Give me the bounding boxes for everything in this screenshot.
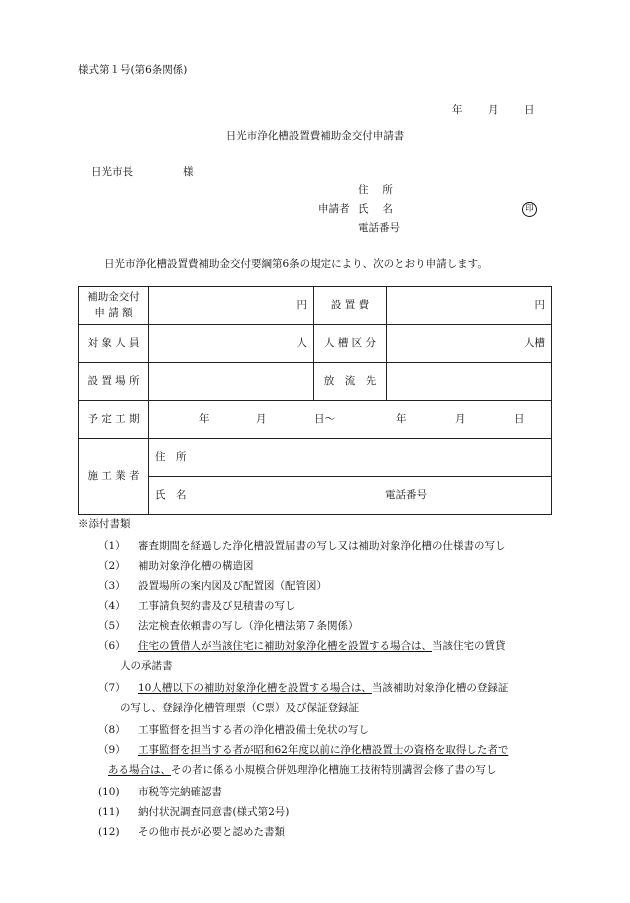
item-number: （4） xyxy=(98,600,126,612)
item-text-underlined: 住宅の賃借人が当該住宅に補助対象浄化槽を設置する場合は、 xyxy=(138,640,432,652)
seal-mark xyxy=(522,202,537,217)
date-month: 月 xyxy=(488,104,499,116)
end-day: 日 xyxy=(514,413,525,425)
item-text: 工事請負契約書及び見積書の写し xyxy=(138,600,296,612)
tank-class-label: 人 槽 区 分 xyxy=(314,325,387,363)
form-number: 様式第１号(第6条関係) xyxy=(78,64,188,76)
applicant-address-label: 住 所 xyxy=(358,184,393,196)
item-text: 補助対象浄化槽の構造図 xyxy=(138,560,254,572)
subsidy-amount-field[interactable]: 円 xyxy=(149,287,314,325)
discharge-field[interactable] xyxy=(387,363,552,401)
item-text-rest: 当該補助対象浄化槽の登録証 xyxy=(371,682,509,694)
contractor-name-field[interactable] xyxy=(149,477,552,515)
contractor-address-label: 住 所 xyxy=(155,451,187,464)
addressee-name: 日光市長 xyxy=(91,166,133,178)
schedule-label: 予 定 工 期 xyxy=(79,401,149,439)
table-row xyxy=(79,477,552,515)
table-row xyxy=(79,325,552,363)
item-text: その他市長が必要と認めた書類 xyxy=(138,826,285,838)
end-month: 月 xyxy=(455,413,466,425)
item-text: 市税等完納確認書 xyxy=(138,786,222,798)
install-location-label: 設 置 場 所 xyxy=(79,363,149,401)
date-day: 日 xyxy=(524,104,535,116)
tank-class-field[interactable]: 人槽 xyxy=(387,325,552,363)
item-number: （9） xyxy=(98,744,126,756)
table-row xyxy=(79,287,552,325)
item-number: （6） xyxy=(98,640,126,652)
subsidy-amount-label xyxy=(79,287,149,325)
intro-text: 日光市浄化槽設置費補助金交付要綱第6条の規定により、次のとおり申請します。 xyxy=(104,258,488,270)
schedule-field[interactable] xyxy=(149,401,552,439)
end-year: 年 xyxy=(396,413,407,425)
install-location-field[interactable] xyxy=(149,363,314,401)
contractor-name-label: 氏 名 xyxy=(155,489,187,502)
item-number: （7） xyxy=(98,682,126,694)
item-number: (10) xyxy=(98,786,120,798)
list-item-continuation: 人の承諾書 xyxy=(120,660,173,672)
item-number: （8） xyxy=(98,724,126,736)
start-year: 年 xyxy=(199,413,210,425)
target-persons-label: 対 象 人 員 xyxy=(79,325,149,363)
page-title: 日光市浄化槽設置費補助金交付申請書 xyxy=(225,130,405,142)
table-row xyxy=(79,401,552,439)
item-text: 納付状況調査同意書(様式第2号) xyxy=(138,806,290,818)
item-text-rest: その者に係る小規模合併処理浄化槽施工技術特別講習会修了書の写し xyxy=(171,764,497,776)
applicant-name-label: 氏 名 xyxy=(358,203,393,215)
item-text: 審査期間を経過した浄化槽設置届書の写し又は補助対象浄化槽の仕様書の写し xyxy=(138,540,506,552)
item-number: （2） xyxy=(98,560,126,572)
item-text-underlined: 10人槽以下の補助対象浄化槽を設置する場合は、 xyxy=(138,682,372,694)
install-cost-label: 設 置 費 xyxy=(314,287,387,325)
addressee-honorific: 様 xyxy=(183,166,194,178)
list-item-continuation xyxy=(108,764,497,777)
item-text-rest: 当該住宅の賃貸 xyxy=(432,640,506,652)
label-line: 申 請 額 xyxy=(94,306,133,319)
applicant-phone-label: 電話番号 xyxy=(358,222,400,234)
seal-icon: 印 xyxy=(522,202,537,217)
start-month: 月 xyxy=(256,413,267,425)
start-day: 日～ xyxy=(314,413,335,425)
item-text: 設置場所の案内図及び配置図（配管図） xyxy=(138,580,327,592)
list-item-continuation: の写し、登録浄化槽管理票（C票）及び保証登録証 xyxy=(120,702,360,714)
applicant-label: 申請者 xyxy=(318,203,350,215)
item-text-underlined: ある場合は、 xyxy=(108,764,171,776)
item-text xyxy=(138,640,506,653)
install-cost-field[interactable]: 円 xyxy=(387,287,552,325)
item-text: 法定検査依頼書の写し（浄化槽法第７条関係） xyxy=(138,620,359,632)
label-line: 補助金交付 xyxy=(87,291,140,304)
date-year: 年 xyxy=(452,104,463,116)
table-row xyxy=(79,363,552,401)
contractor-label: 施 工 業 者 xyxy=(79,439,149,515)
item-text xyxy=(138,682,508,695)
item-number: （5） xyxy=(98,620,126,632)
target-persons-field[interactable]: 人 xyxy=(149,325,314,363)
item-number: （1） xyxy=(98,540,126,552)
item-number: (11) xyxy=(98,806,120,818)
attachments-heading: ※添付書類 xyxy=(78,518,131,530)
contractor-address-field[interactable] xyxy=(149,439,552,477)
item-number: (12) xyxy=(98,826,120,838)
table-row xyxy=(79,439,552,477)
item-number: （3） xyxy=(98,580,126,592)
item-text: 工事監督を担当する者が昭和62年度以前に浄化槽設置士の資格を取得した者で xyxy=(138,744,509,756)
contractor-phone-label: 電話番号 xyxy=(385,489,427,501)
item-text: 工事監督を担当する者の浄化槽設備士免状の写し xyxy=(138,724,369,736)
application-table xyxy=(78,286,552,515)
discharge-label: 放 流 先 xyxy=(314,363,387,401)
